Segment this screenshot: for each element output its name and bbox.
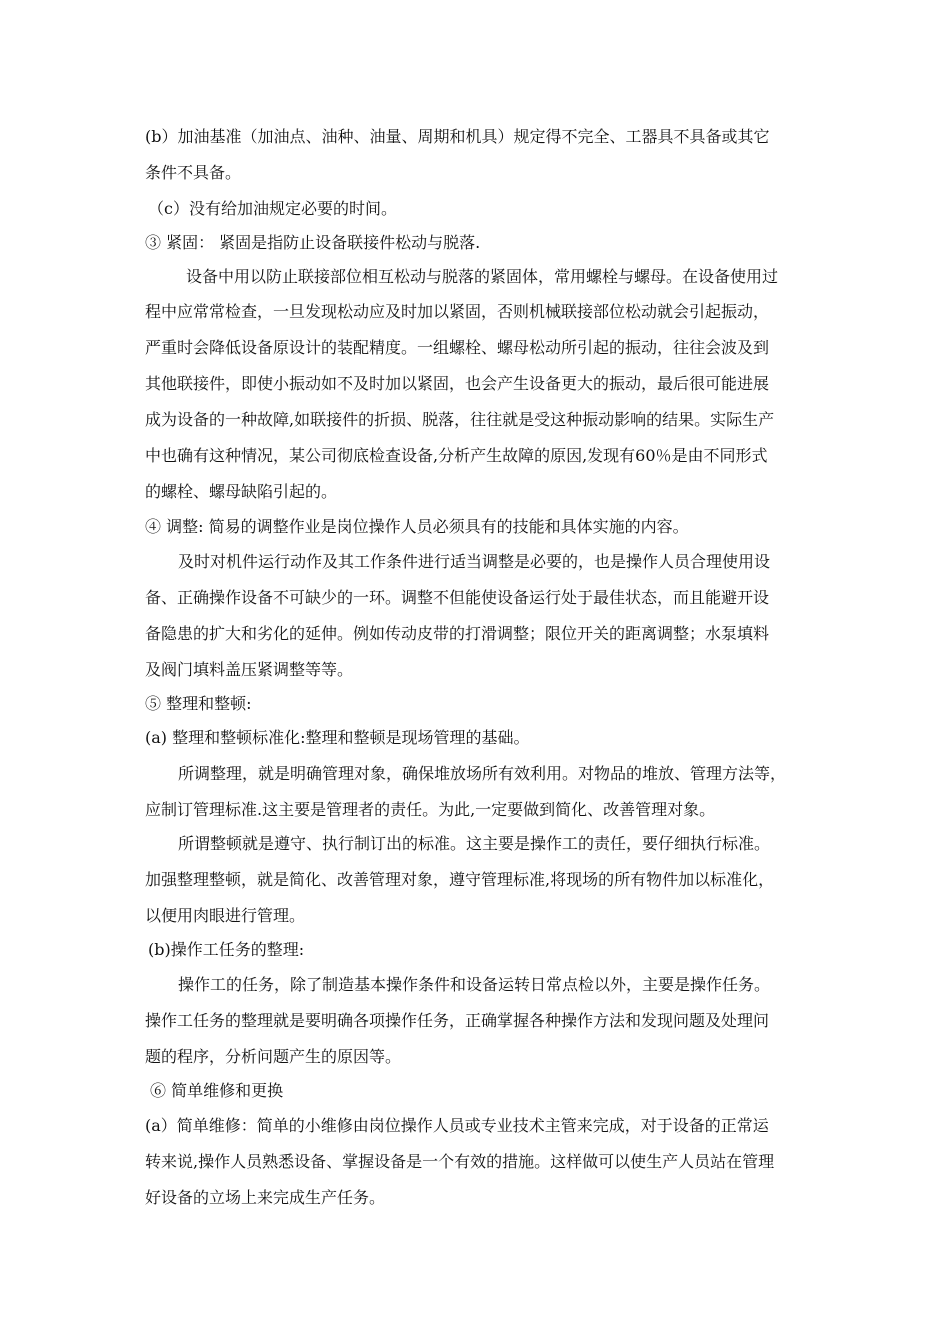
text-line: (b）加油基准（加油点、油种、油量、周期和机具）规定得不完全、工器具不具备或其它 xyxy=(145,127,770,146)
text-line: 及时对机件运行动作及其工作条件进行适当调整是必要的，也是操作人员合理使用设 xyxy=(178,552,771,571)
text-line: (b)操作工任务的整理: xyxy=(148,940,305,959)
text-line: 的螺栓、螺母缺陷引起的。 xyxy=(145,482,338,501)
text-line: ④ 调整: 简易的调整作业是岗位操作人员必须具有的技能和具体实施的内容。 xyxy=(145,517,689,536)
text-line: （c）没有给加油规定必要的时间。 xyxy=(148,199,397,218)
text-line: 题的程序，分析问题产生的原因等。 xyxy=(145,1047,402,1066)
text-line: 加强整理整顿，就是简化、改善管理对象，遵守管理标准,将现场的所有物件加以标准化， xyxy=(145,870,775,889)
text-line: 以便用肉眼进行管理。 xyxy=(145,906,306,925)
text-line: 操作工任务的整理就是要明确各项操作任务，正确掌握各种操作方法和发现问题及处理问 xyxy=(145,1011,770,1030)
text-line: (a）简单维修：简单的小维修由岗位操作人员或专业技术主管来完成，对于设备的正常运 xyxy=(145,1116,769,1135)
text-line: 备、正确操作设备不可缺少的一环。调整不但能使设备运行处于最佳状态，而且能避开设 xyxy=(145,588,770,607)
text-line: 所谓整顿就是遵守、执行制订出的标准。这主要是操作工的责任，要仔细执行标准。 xyxy=(178,834,771,853)
text-line: 成为设备的一种故障,如联接件的折损、脱落，往往就是受这种振动影响的结果。实际生产 xyxy=(145,410,775,429)
text-line: 转来说,操作人员熟悉设备、掌握设备是一个有效的措施。这样做可以使生产人员站在管理 xyxy=(145,1152,775,1171)
text-line: 所调整理，就是明确管理对象，确保堆放场所有效利用。对物品的堆放、管理方法等， xyxy=(178,764,787,783)
text-line: ⑥ 简单维修和更换 xyxy=(150,1081,284,1100)
text-line: 其他联接件，即使小振动如不及时加以紧固，也会产生设备更大的振动，最后很可能进展 xyxy=(145,374,770,393)
text-line: 程中应常常检查，一旦发现松动应及时加以紧固，否则机械联接部位松动就会引起振动， xyxy=(145,302,770,321)
text-line: 条件不具备。 xyxy=(145,163,242,182)
text-line: 设备中用以防止联接部位相互松动与脱落的紧固体，常用螺栓与螺母。在设备使用过 xyxy=(186,267,779,286)
text-line: 中也确有这种情况，某公司彻底检查设备,分析产生故障的原因,发现有60％是由不同形式 xyxy=(145,446,768,465)
text-line: ③ 紧固： 紧固是指防止设备联接件松动与脱落. xyxy=(145,233,481,252)
text-line: 好设备的立场上来完成生产任务。 xyxy=(145,1188,386,1207)
text-line: ⑤ 整理和整顿: xyxy=(145,694,252,713)
text-line: 操作工的任务，除了制造基本操作条件和设备运转日常点检以外，主要是操作任务。 xyxy=(178,975,771,994)
text-line: 严重时会降低设备原设计的装配精度。一组螺栓、螺母松动所引起的振动，往往会波及到 xyxy=(145,338,770,357)
text-line: (a) 整理和整顿标准化:整理和整顿是现场管理的基础。 xyxy=(145,728,530,747)
text-line: 及阀门填料盖压紧调整等等。 xyxy=(145,660,354,679)
text-line: 应制订管理标准.这主要是管理者的责任。为此,一定要做到简化、改善管理对象。 xyxy=(145,800,716,819)
text-line: 备隐患的扩大和劣化的延伸。例如传动皮带的打滑调整；限位开关的距离调整；水泵填料 xyxy=(145,624,770,643)
